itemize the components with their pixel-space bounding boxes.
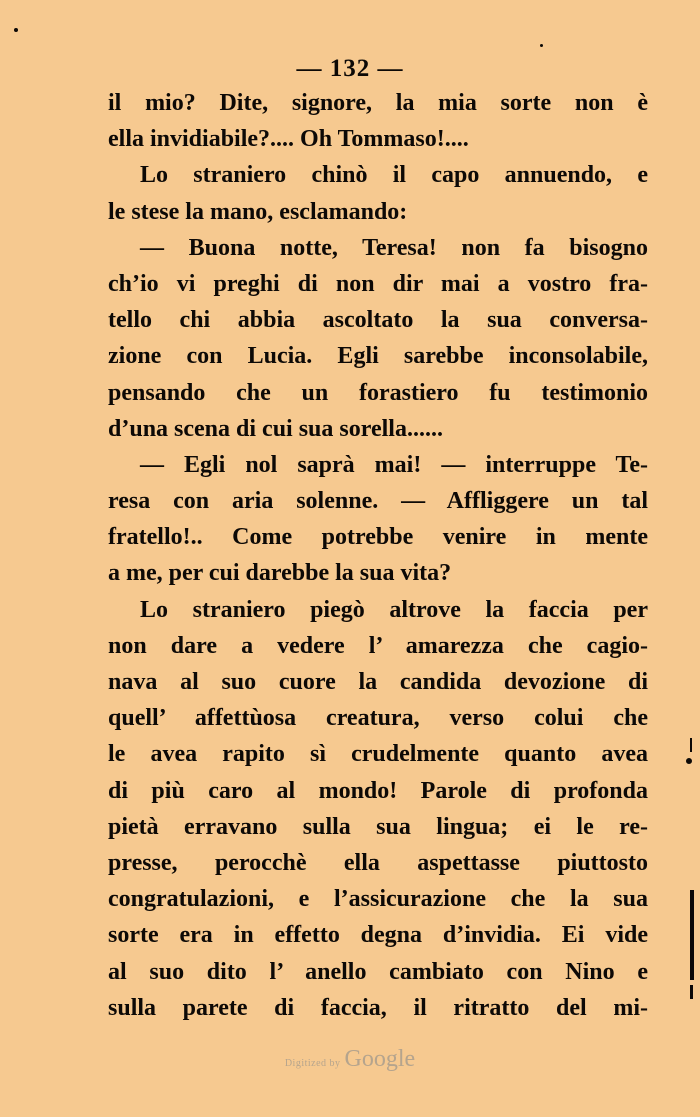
text-line: nava al suo cuore la candida devozione di (108, 669, 648, 695)
text-line: a me, per cui darebbe la sua vita? (108, 560, 452, 587)
scan-speck (14, 28, 18, 32)
text-line: tello chi abbia ascoltato la sua conversa- (108, 307, 648, 334)
text-line: di più caro al mondo! Parole di profonda (108, 777, 648, 804)
text-line: sorte era in effetto degna d’invidia. Ei vide (108, 922, 648, 949)
text-line: zione con Lucia. Egli sarebbe inconsolabile, (108, 343, 648, 370)
scan-speck (540, 44, 543, 47)
text-line: quell’ affettùosa creatura, verso colui che (108, 705, 648, 732)
text-line: resa con aria solenne. — Affliggere un tal (108, 488, 648, 515)
text-line: al suo dito l’ anello cambiato con Nino e (108, 958, 648, 985)
text-line: pensando che un forastiero fu testimonio (108, 379, 648, 406)
google-logo: Google (344, 1046, 416, 1072)
text-line: fratello!.. Come potrebbe venire in mente (108, 524, 648, 551)
text-line: le avea rapito sì crudelmente quanto avea (108, 741, 648, 768)
margin-mark (686, 758, 692, 764)
text-line: pietà erravano sulla sua lingua; ei le re- (108, 813, 648, 840)
text-line: le stese la mano, esclamando: (108, 198, 408, 225)
text-line: sulla parete di faccia, il ritratto del mi- (108, 994, 648, 1021)
text-line: non dare a vedere l’ amarezza che cagio- (108, 632, 648, 659)
text-line: congratulazioni, e l’assicurazione che la sua (108, 886, 648, 913)
text-line: il mio? Dite, signore, la mia sorte non è (108, 90, 648, 116)
page-number: — 132 — (296, 55, 404, 82)
text-line: Lo straniero chinò il capo annuendo, e (140, 162, 648, 189)
text-line: d’una scena di cui sua sorella...... (108, 415, 443, 442)
text-line: Lo straniero piegò altrove la faccia per (140, 596, 648, 623)
margin-mark (690, 985, 693, 999)
margin-mark (690, 738, 692, 752)
margin-mark (690, 890, 694, 980)
text-line: — Egli nol saprà mai! — interruppe Te- (140, 451, 648, 478)
text-line: — Buona notte, Teresa! non fa bisogno (140, 234, 648, 261)
digitized-watermark (0, 1046, 700, 1073)
text-line: presse, perocchè ella aspettasse piuttosto (108, 849, 648, 876)
body-text (108, 85, 648, 1026)
text-line: ella invidiabile?.... Oh Tommaso!.... (108, 126, 469, 153)
watermark-small: Digitized by (284, 1058, 341, 1069)
text-line: ch’io vi preghi di non dir mai a vostro fra- (108, 270, 648, 297)
